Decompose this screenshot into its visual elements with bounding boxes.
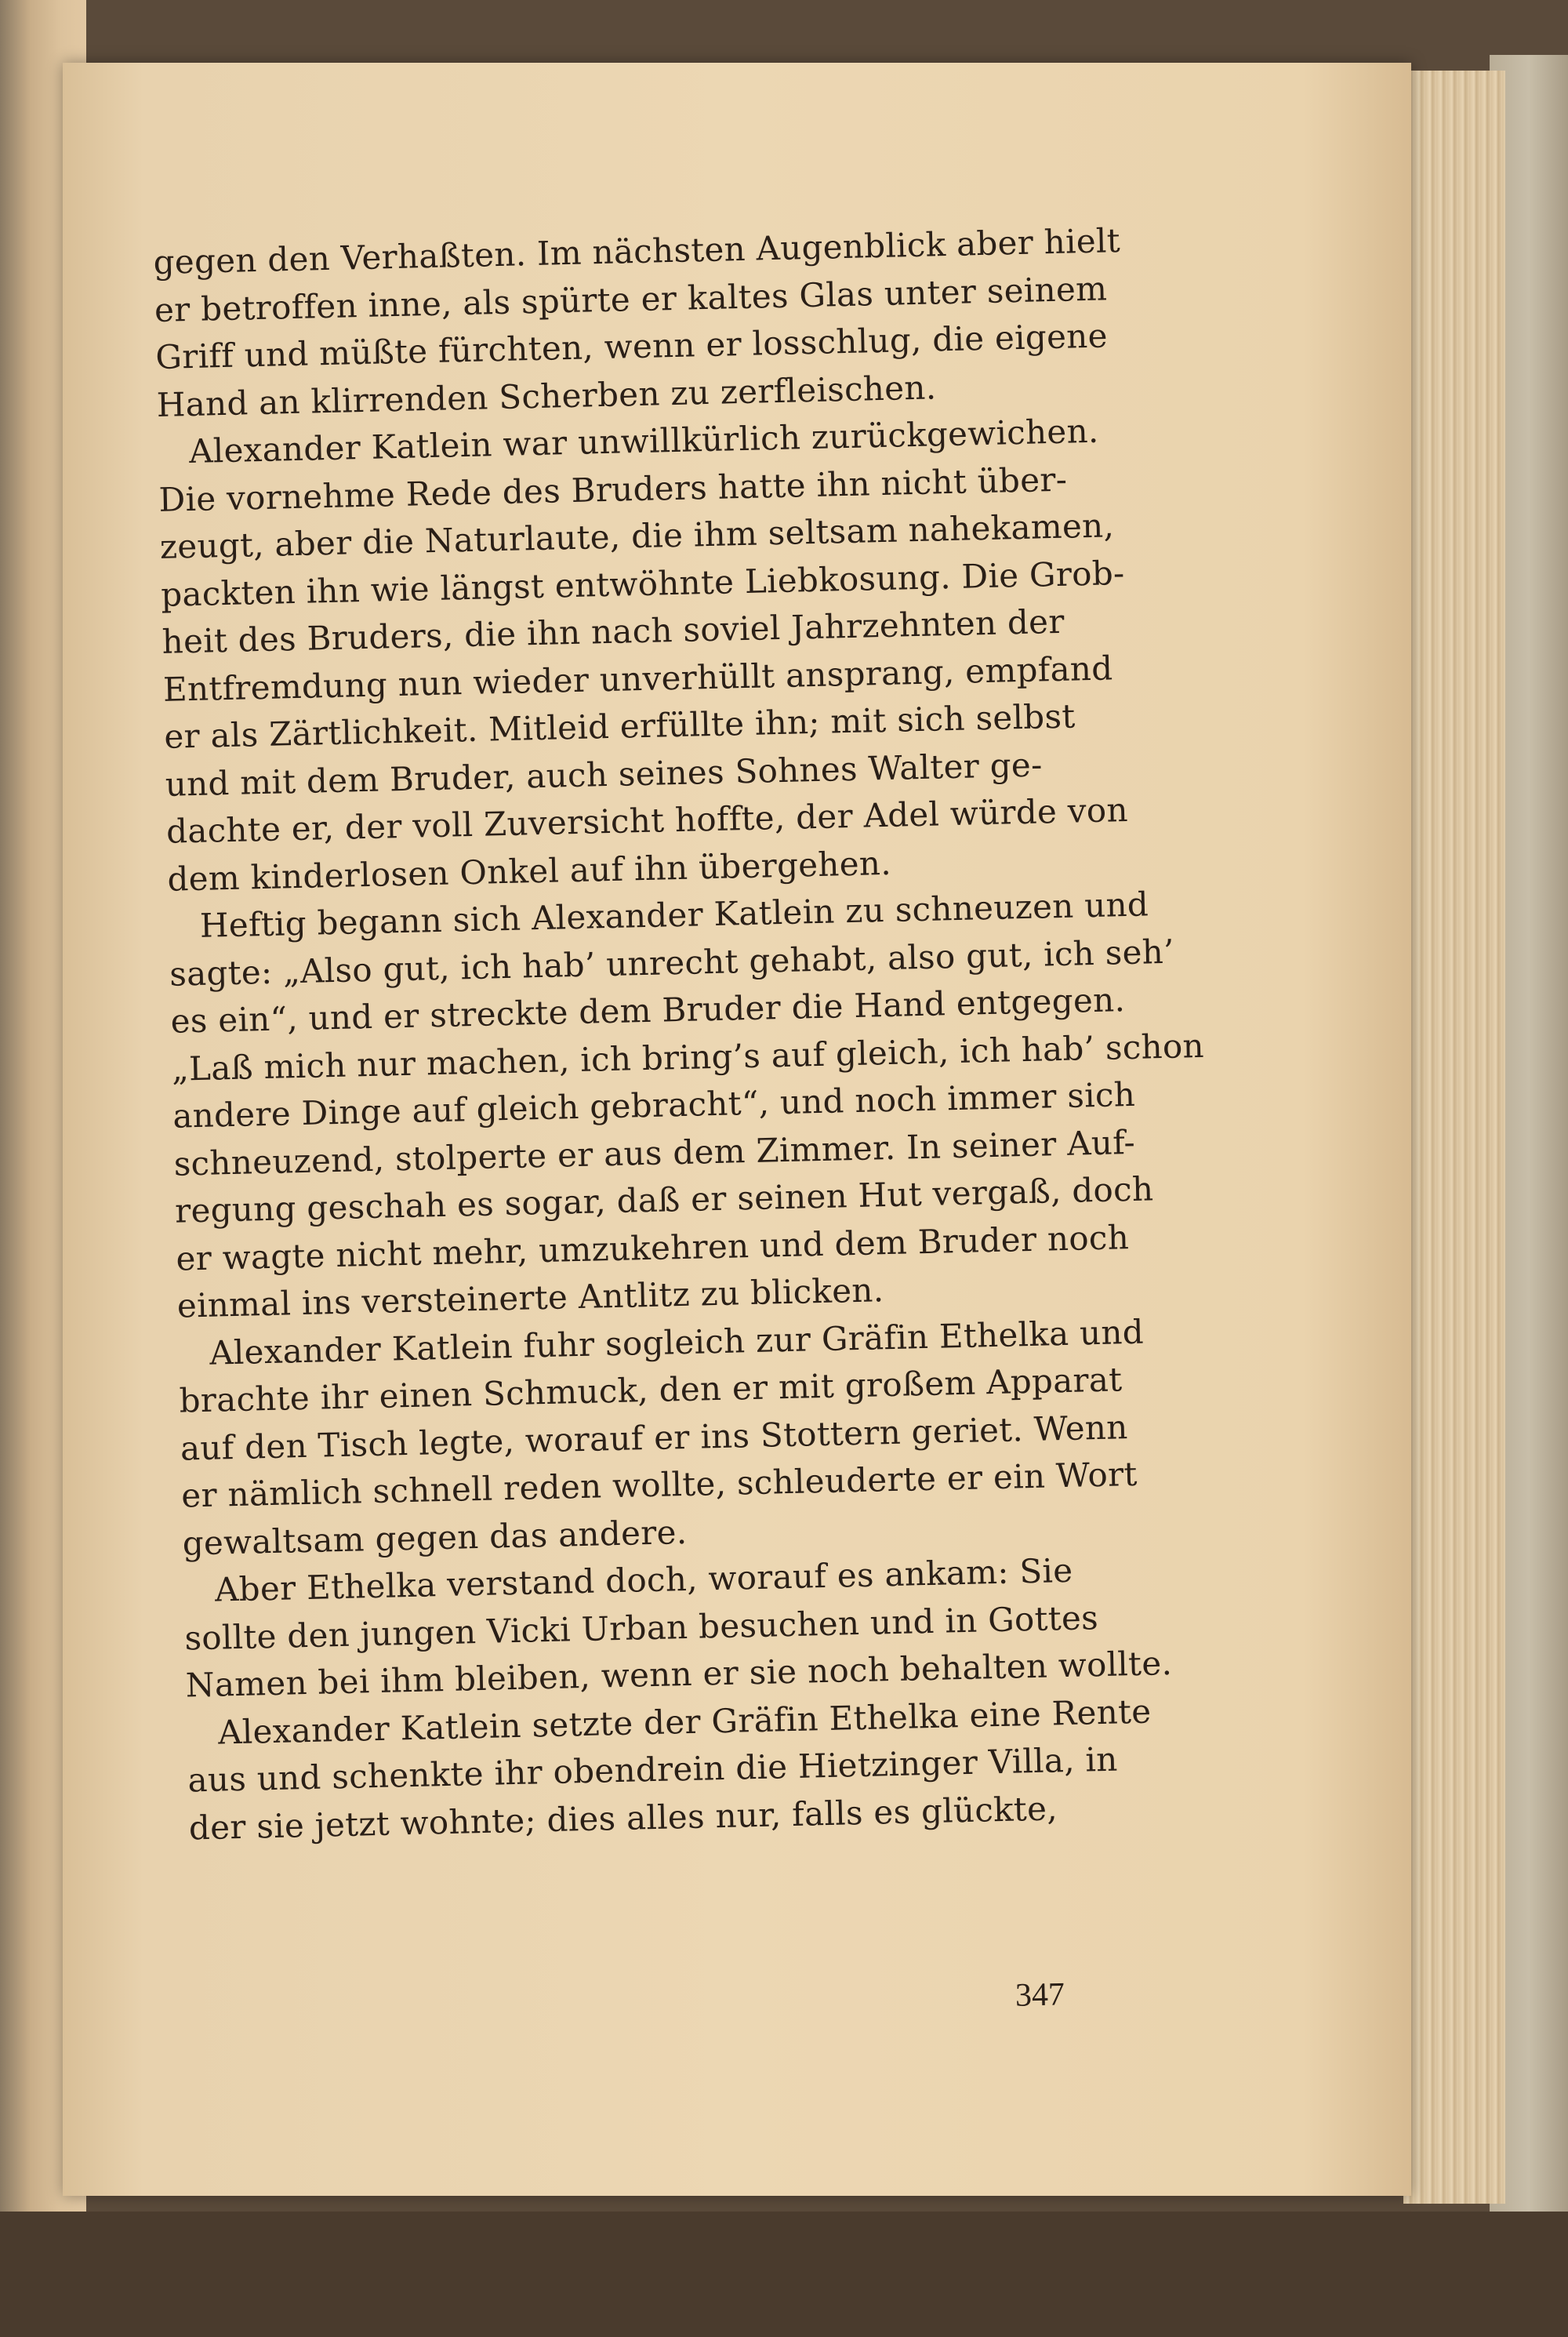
text-line: Heftig begann sich Alexander Katlein zu schneuzen und bbox=[199, 885, 1149, 945]
text-line: gewaltsam gegen das andere. bbox=[182, 1512, 688, 1563]
text-line: er betroffen inne, als spürte er kaltes Glas unter seinem bbox=[154, 268, 1108, 329]
text-line: Griff und müßte fürchten, wenn er losschlug, die eigene bbox=[154, 316, 1109, 376]
text-line: und mit dem Bruder, auch seines Sohnes Walter ge- bbox=[165, 744, 1044, 804]
body-text bbox=[153, 217, 1205, 1852]
text-line: auf den Tisch legte, worauf er ins Stottern geriet. Wenn bbox=[180, 1407, 1129, 1468]
text-line: Alexander Katlein setzte der Gräfin Ethelka eine Rente bbox=[217, 1692, 1152, 1752]
text-line: Hand an klirrenden Scherben zu zerfleischen. bbox=[156, 367, 937, 424]
background bbox=[0, 2212, 1568, 2337]
page-number: 347 bbox=[1014, 1976, 1065, 2014]
text-line: Alexander Katlein fuhr sogleich zur Gräfin Ethelka und bbox=[209, 1312, 1145, 1372]
text-line: Aber Ethelka verstand doch, worauf es ankam: Sie bbox=[214, 1550, 1073, 1609]
text-line: packten ihn wie längst entwöhnte Liebkosung. Die Grob- bbox=[160, 553, 1125, 614]
page-edges bbox=[1403, 71, 1505, 2204]
text-line: andere Dinge auf gleich gebracht“, und noch immer sich bbox=[172, 1074, 1136, 1136]
text-line: zeugt, aber die Naturlaute, die ihm seltsam nahekamen, bbox=[159, 506, 1115, 566]
text-line: schneuzend, stolperte er aus dem Zimmer. In seiner Auf- bbox=[173, 1122, 1136, 1183]
text-line: gegen den Verhaßten. Im nächsten Augenblick aber hielt bbox=[153, 221, 1121, 282]
text-line: dem kinderlosen Onkel auf ihn übergehen. bbox=[166, 843, 892, 899]
text-line: dachte er, der voll Zuversicht hoffte, der Adel würde von bbox=[165, 790, 1129, 851]
text-line: aus und schenkte ihr obendrein die Hietzinger Villa, in bbox=[187, 1739, 1119, 1800]
text-line: Entfremdung nun wieder unverhüllt ansprang, empfand bbox=[162, 648, 1113, 709]
text-line: der sie jetzt wohnte; dies alles nur, falls es glückte, bbox=[188, 1788, 1058, 1847]
text-line: Alexander Katlein war unwillkürlich zurückgewichen. bbox=[188, 411, 1100, 471]
text-line: Namen bei ihm bleiben, wenn er sie noch behalten wollte. bbox=[185, 1643, 1173, 1705]
text-line: einmal ins versteinerte Antlitz zu blicken. bbox=[176, 1270, 884, 1325]
text-line: heit des Bruders, die ihn nach soviel Jahrzehnten der bbox=[162, 602, 1065, 661]
text-line: regung geschah es sogar, daß er seinen Hut vergaß, doch bbox=[174, 1169, 1154, 1230]
text-line: Die vornehme Rede des Bruders hatte ihn nicht über- bbox=[158, 460, 1068, 519]
text-line: es ein“, und er streckte dem Bruder die Hand entgegen. bbox=[170, 980, 1126, 1041]
text-line: sagte: „Also gut, ich hab’ unrecht gehabt, also gut, ich seh’ bbox=[169, 932, 1175, 994]
text-line: er nämlich schnell reden wollte, schleuderte er ein Wort bbox=[180, 1454, 1138, 1515]
text-line: „Laß mich nur machen, ich bring’s auf gleich, ich hab’ schon bbox=[171, 1026, 1205, 1089]
text-line: er als Zärtlichkeit. Mitleid erfüllte ihn; mit sich selbst bbox=[163, 696, 1076, 756]
text-line: brachte ihr einen Schmuck, den er mit großem Apparat bbox=[179, 1360, 1123, 1420]
text-line: er wagte nicht mehr, umzukehren und dem Bruder noch bbox=[175, 1217, 1130, 1278]
text-line: sollte den jungen Vicki Urban besuchen und in Gottes bbox=[183, 1597, 1099, 1658]
